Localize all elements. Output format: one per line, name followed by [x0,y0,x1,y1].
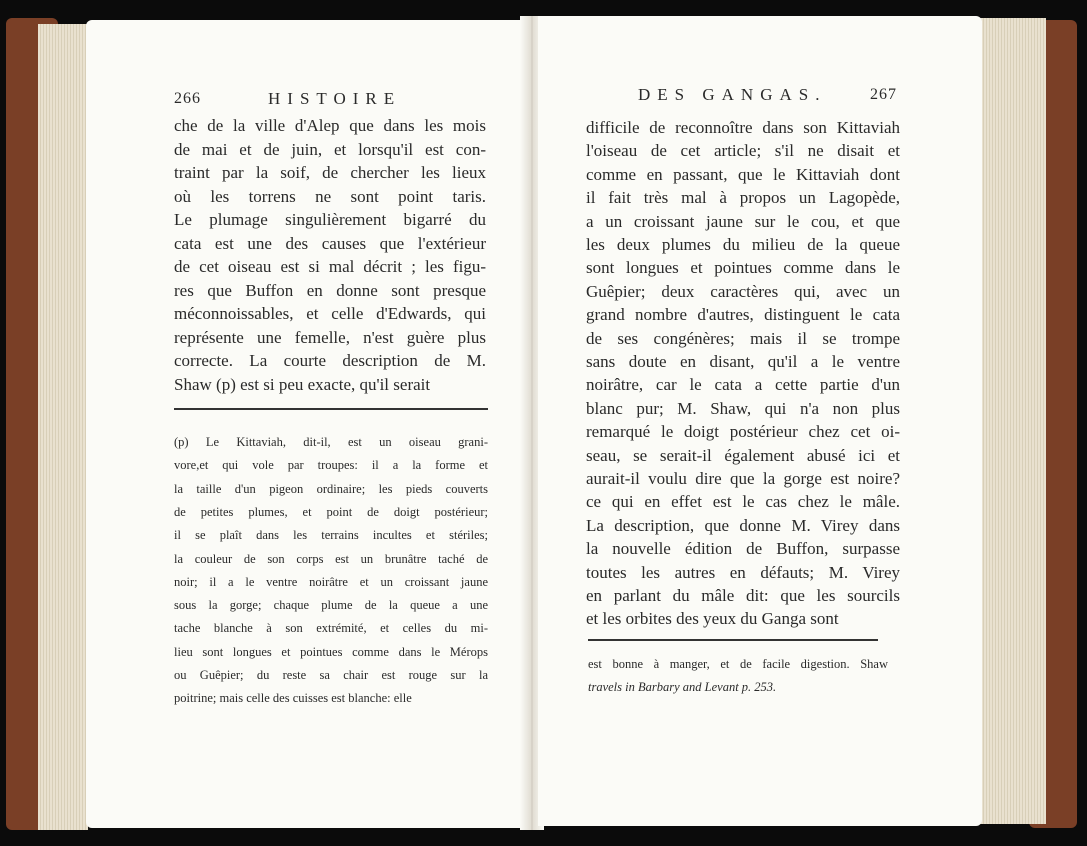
text-line: a un croissant jaune sur le cou, et que [586,211,900,231]
text-line: Shaw (p) est si peu exacte, qu'il serait [174,374,431,394]
footnote-rule [174,408,488,410]
footnote-line: la taille d'un pigeon ordinaire; les pieds couverts [174,481,488,496]
text-line: de mai et de juin, et lorsqu'il est con- [174,139,486,159]
footnote-line: il se plaît dans les terrains incultes et stériles; [174,528,488,543]
text-line: La description, que donne M. Virey dans [586,515,900,535]
footnote-line: tache blanche à son extrémité, et celles du mi- [174,621,488,636]
text-line: remarqué le doigt postérieur chez cet oi- [586,422,900,442]
text-line: noirâtre, car le cata a cette partie d'un [586,375,900,395]
footnote-line: noir; il a le ventre noirâtre et un croissant jaune [174,574,488,589]
text-line: sont longues et pointues comme dans le [586,258,900,278]
text-line: comme en passant, que le Kittaviah dont [586,164,900,184]
text-line: res que Buffon en donne sont presque [174,280,486,300]
text-line: de ses congénères; mais il se trompe [586,328,900,348]
page-number: 266 [174,90,201,107]
text-line: les deux plumes du milieu de la queue [586,235,900,254]
page-edges-left [38,24,88,830]
footnote-line: vore,et qui vole par troupes: il a la forme et [174,458,488,473]
text-line: représente une femelle, n'est guère plus [174,327,486,347]
text-line: la nouvelle édition de Buffon, surpasse [586,539,900,559]
footnote-line: lieu sont longues et pointues comme dans le Mérops [174,644,488,659]
footnote-line: ou Guêpier; du reste sa chair est rouge sur la [174,668,488,682]
text-line: sans doute en disant, qu'il a le ventre [586,352,900,371]
text-line: Le plumage singulièrement bigarré du [174,210,486,229]
left-page-header [86,88,532,114]
footnote-line: poitrine; mais celle des cuisses est blanche: elle [174,691,412,706]
footnote-line: sous la gorge; chaque plume de la queue a une [174,598,488,613]
text-line: traint par la soif, de chercher les lieux [174,163,486,182]
text-line: et les orbites des yeux du Ganga sont [586,609,839,629]
left-page [86,20,532,828]
running-head: HISTOIRE [268,89,402,108]
text-line: en parlant du mâle dit: que les sourcils [586,586,900,605]
text-line: de cet oiseau est si mal décrit ; les figu- [174,257,486,276]
right-page [538,16,982,826]
text-line: cata est une des causes que l'extérieur [174,233,486,253]
text-line: correcte. La courte description de M. [174,351,486,370]
text-line: blanc pur; M. Shaw, qui n'a non plus [586,398,900,418]
text-line: ce qui en effet est le cas chez le mâle. [586,492,900,512]
page-edges-right [978,18,1046,824]
text-line: méconnoissables, et celle d'Edwards, qui [174,304,486,323]
footnote-line: (p) Le Kittaviah, dit-il, est un oiseau grani- [174,435,488,449]
footnote-line: la couleur de son corps est un brunâtre taché de [174,551,488,566]
text-line: il fait très mal à propos un Lagopède, [586,188,900,208]
footnote-line: travels in Barbary and Levant p. 253. [588,680,777,694]
footnote-line: de petites plumes, et point de doigt postérieur; [174,504,488,519]
text-line: che de la ville d'Alep que dans les mois [174,116,486,135]
footnote-line: est bonne à manger, et de facile digestion. Shaw [588,657,888,671]
text-line: où les torrens ne sont point taris. [174,186,486,206]
text-line: l'oiseau de cet article; s'il ne disait et [586,141,900,161]
page-number: 267 [870,86,897,103]
text-line: aurait-il voulu dire que la gorge est noire? [586,469,900,488]
text-line: grand nombre d'autres, distinguent le cata [586,305,900,325]
right-page-header [538,84,982,110]
text-line: difficile de reconnoître dans son Kittaviah [586,118,900,137]
footnote-rule [588,639,878,641]
running-head: DES GANGAS. [638,85,827,104]
text-line: Guêpier; deux caractères qui, avec un [586,281,900,301]
text-line: seau, se serait-il également abusé ici et [586,445,900,465]
text-line: toutes les autres en défauts; M. Virey [586,562,900,582]
